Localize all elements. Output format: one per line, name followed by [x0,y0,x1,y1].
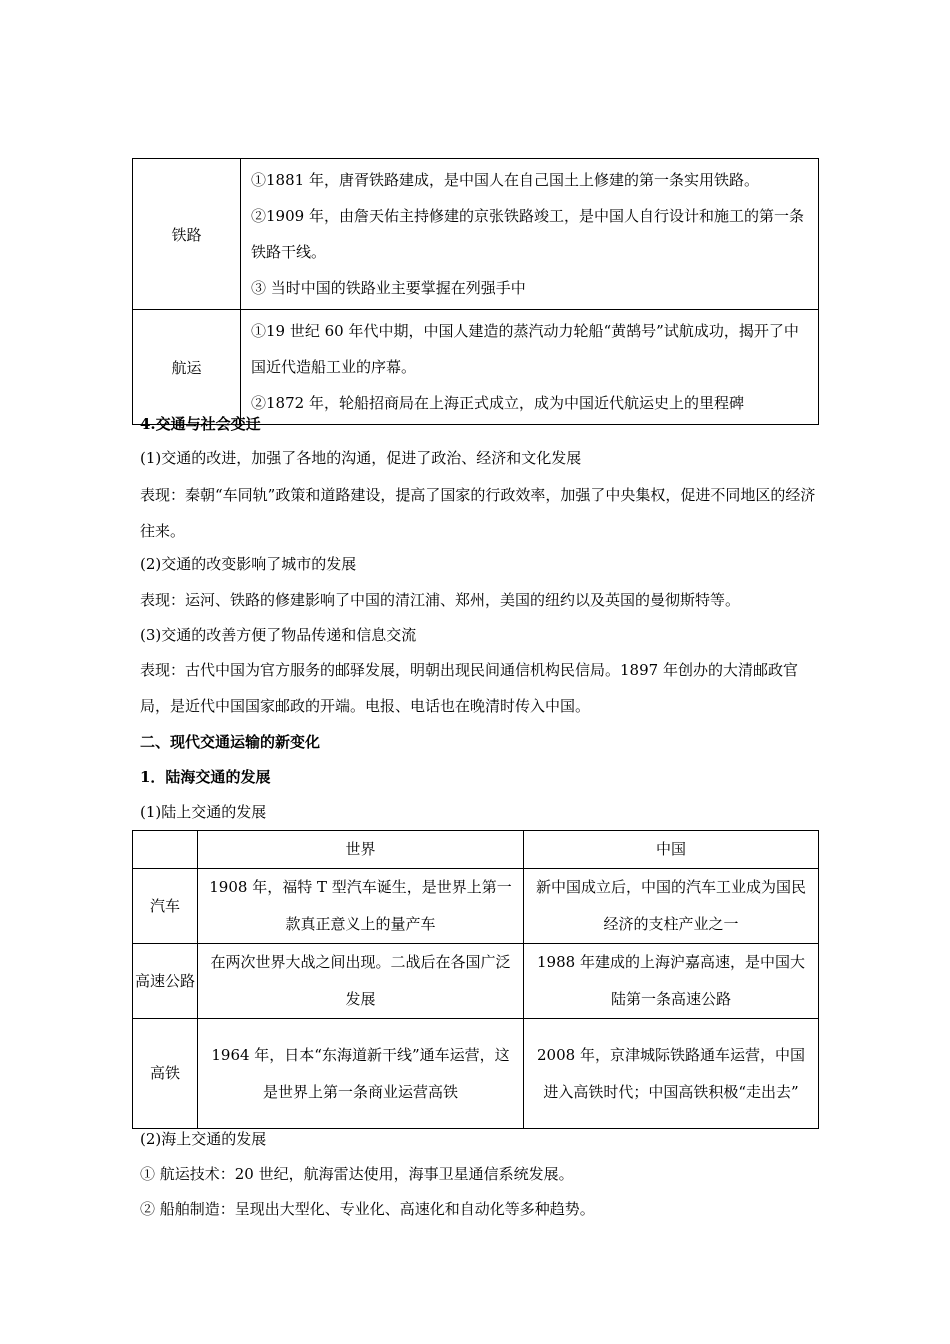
row-key-shipping: 航运 [133,310,241,425]
header-empty [133,831,198,869]
list-item: ②1909 年，由詹天佑主持修建的京张铁路竣工，是中国人自行设计和施工的第一条铁路干线。 [251,207,804,261]
list-item: ③ 当时中国的铁路业主要掌握在列强手中 [251,279,526,297]
paragraph: (2)海上交通的发展 [140,1130,267,1148]
table-row [133,159,819,310]
subsection-heading: 1．陆海交通的发展 [140,768,271,786]
cell-china: 1988 年建成的上海沪嘉高速，是中国大陆第一条高速公路 [524,944,819,1019]
transport-history-table [132,158,819,425]
header-china: 中国 [524,831,819,869]
paragraph: (3)交通的改善方便了物品传递和信息交流 [140,626,417,644]
paragraph: 表现：秦朝“车同轨”政策和道路建设，提高了国家的行政效率，加强了中央集权，促进不同地区的经济往来。 [140,486,816,540]
paragraph: (2)交通的改变影响了城市的发展 [140,555,357,573]
cell-world: 1964 年，日本“东海道新干线”通车运营，这是世界上第一条商业运营高铁 [198,1019,524,1129]
paragraph: 表现：运河、铁路的修建影响了中国的清江浦、郑州，美国的纽约以及英国的曼彻斯特等。 [140,591,741,609]
list-item: ①19 世纪 60 年代中期，中国人建造的蒸汽动力轮船“黄鹄号”试航成功，揭开了中国近代造船工业的序幕。 [251,322,799,376]
paragraph: 表现：古代中国为官方服务的邮驿发展，明朝出现民间通信机构民信局。1897 年创办的大清邮政官局，是近代中国国家邮政的开端。电报、电话也在晚清时传入中国。 [140,661,798,715]
section-heading: 4.交通与社会变迁 [140,415,261,433]
cell-world: 在两次世界大战之间出现。二战后在各国广泛发展 [198,944,524,1019]
row-key-railway: 铁路 [133,159,241,310]
cell-china: 新中国成立后，中国的汽车工业成为国民经济的支柱产业之一 [524,869,819,944]
cell-world: 1908 年，福特 T 型汽车诞生，是世界上第一款真正意义上的量产车 [198,869,524,944]
paragraph: (1)陆上交通的发展 [140,803,267,821]
paragraph: ① 航运技术：20 世纪，航海雷达使用，海事卫星通信系统发展。 [140,1165,574,1183]
list-item: ①1881 年，唐胥铁路建成，是中国人在自己国土上修建的第一条实用铁路。 [251,171,759,189]
table-header-row [133,831,819,869]
paragraph: ② 船舶制造：呈现出大型化、专业化、高速化和自动化等多种趋势。 [140,1200,595,1218]
row-key-highway: 高速公路 [133,944,198,1019]
table-row [133,869,819,944]
table-row [133,944,819,1019]
row-key-high-speed-rail: 高铁 [133,1019,198,1129]
row-key-car: 汽车 [133,869,198,944]
list-item: ②1872 年，轮船招商局在上海正式成立，成为中国近代航运史上的里程碑 [251,394,744,412]
cell-china: 2008 年，京津城际铁路通车运营，中国进入高铁时代；中国高铁积极“走出去” [524,1019,819,1129]
table-row [133,1019,819,1129]
section-heading: 二、现代交通运输的新变化 [140,733,321,751]
paragraph: (1)交通的改进，加强了各地的沟通，促进了政治、经济和文化发展 [140,449,582,467]
railway-details [241,159,819,310]
header-world: 世界 [198,831,524,869]
land-transport-table [132,830,819,1129]
